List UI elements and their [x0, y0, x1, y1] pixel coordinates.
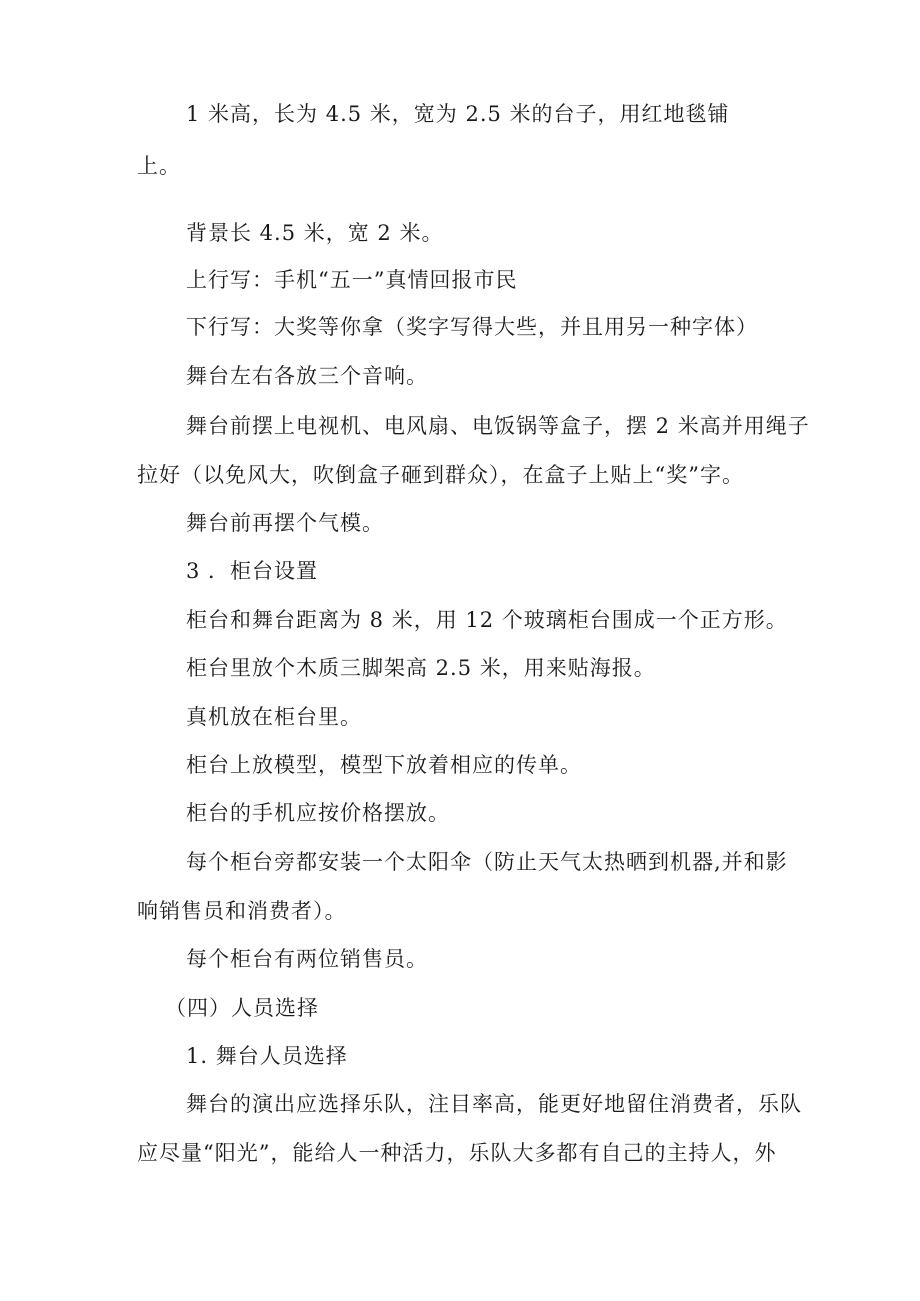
paragraph-line: 舞台左右各放三个音响。 [186, 364, 428, 388]
section-heading: 3 ．柜台设置 [186, 559, 319, 583]
paragraph-line: 应尽量“阳光”，能给人一种活力，乐队大多都有自己的主持人，外 [137, 1141, 777, 1165]
paragraph-line: 下行写：大奖等你拿（奖字写得大些，并且用另一种字体） [186, 315, 758, 339]
paragraph-line: 舞台的演出应选择乐队，注目率高，能更好地留住消费者，乐队 [186, 1092, 802, 1116]
paragraph-line: 上行写：手机“五一”真情回报市民 [186, 268, 518, 292]
paragraph-line: 舞台前摆上电视机、电风扇、电饭锅等盒子，摆 2 米高并用绳子 [186, 414, 810, 438]
paragraph-line: 响销售员和消费者）。 [137, 899, 347, 923]
paragraph-line: 上。 [137, 154, 181, 178]
paragraph-line: 柜台的手机应按价格摆放。 [186, 801, 450, 825]
paragraph-line: 柜台上放模型，模型下放着相应的传单。 [186, 753, 582, 777]
paragraph-line: 舞台前再摆个气模。 [186, 511, 384, 535]
paragraph-line: 拉好（以免风大，吹倒盒子砸到群众），在盒子上贴上“奖”字。 [137, 463, 744, 487]
section-heading: （四）人员选择 [165, 996, 319, 1020]
paragraph-line: 每个柜台有两位销售员。 [186, 947, 428, 971]
paragraph-line: 真机放在柜台里。 [186, 705, 362, 729]
paragraph-line: 背景长 4.5 米，宽 2 米。 [186, 221, 444, 245]
paragraph-line: 每个柜台旁都安装一个太阳伞（防止天气太热晒到机器,并和影 [186, 850, 788, 874]
section-heading: 1. 舞台人员选择 [186, 1044, 348, 1068]
paragraph-line: 1 米高，长为 4.5 米，宽为 2.5 米的台子，用红地毯铺 [186, 102, 730, 126]
paragraph-line: 柜台里放个木质三脚架高 2.5 米，用来贴海报。 [186, 656, 656, 680]
paragraph-line: 柜台和舞台距离为 8 米，用 12 个玻璃柜台围成一个正方形。 [186, 608, 788, 632]
